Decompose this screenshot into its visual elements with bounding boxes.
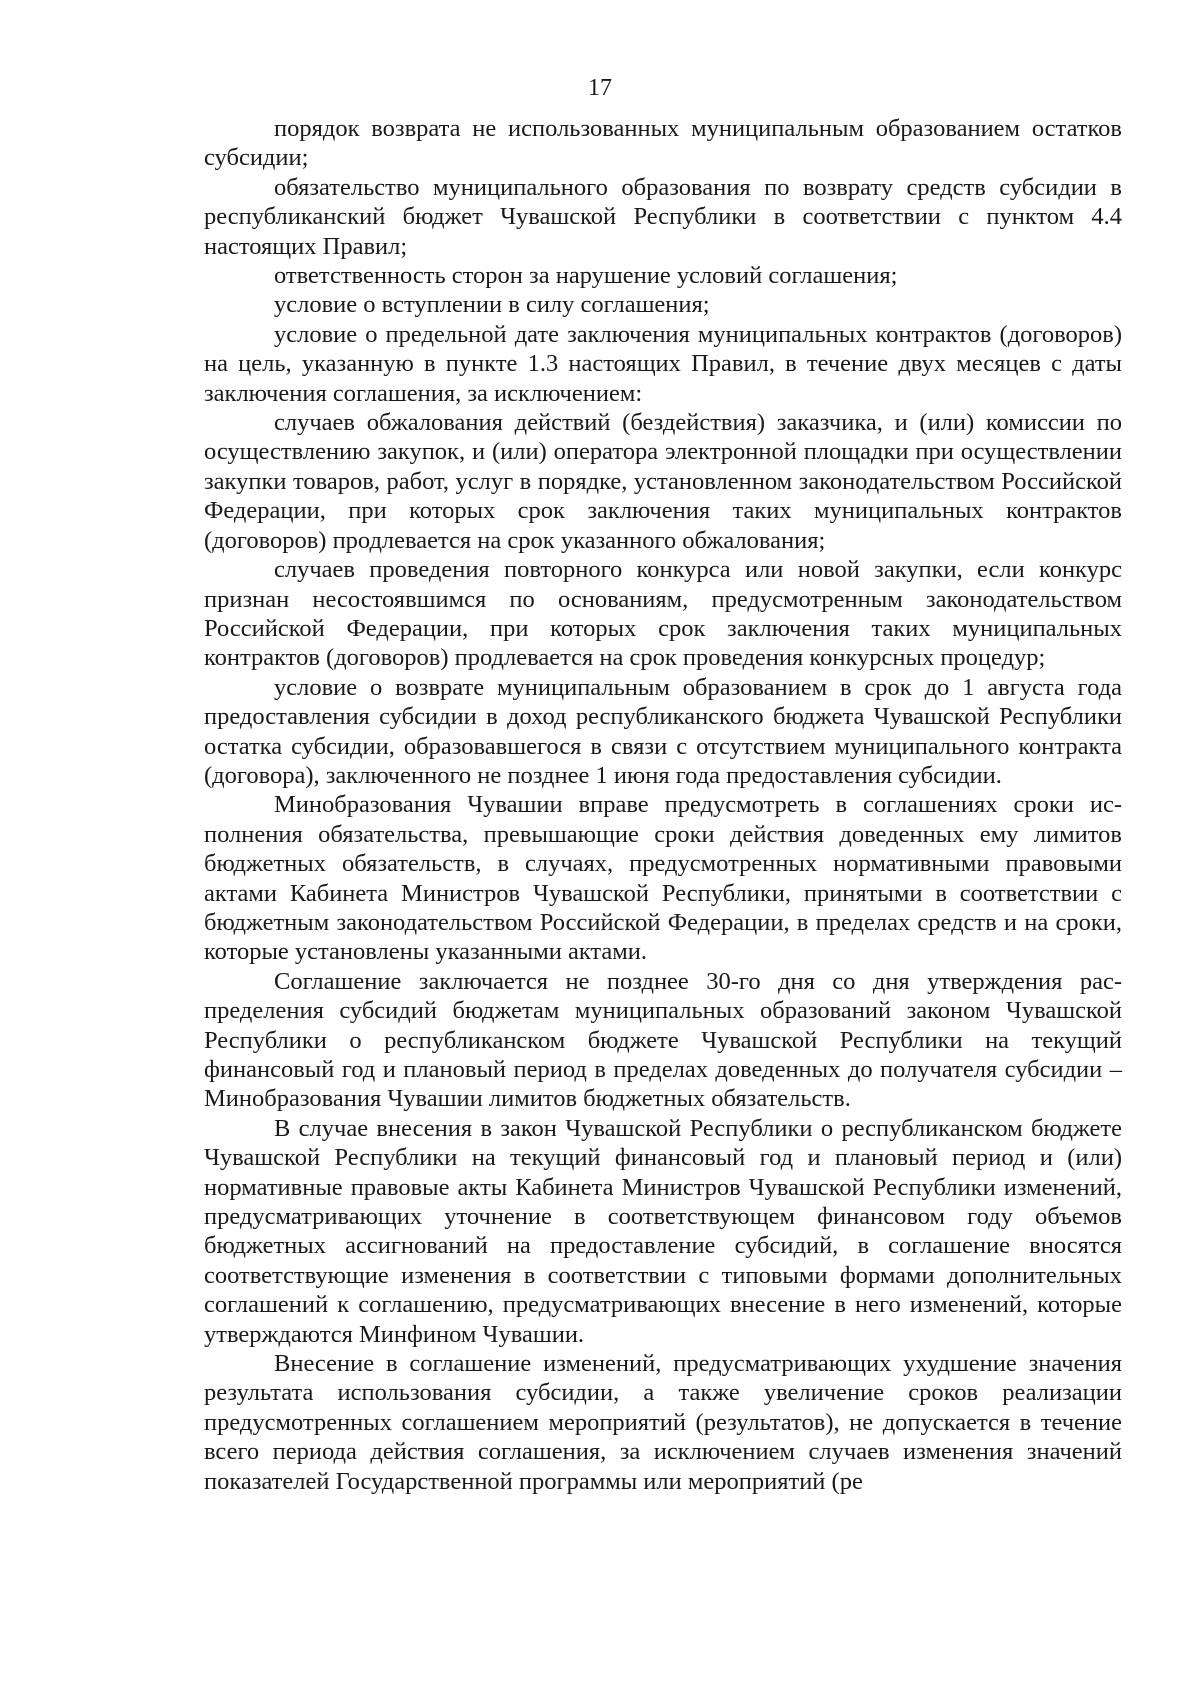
paragraph-7: случаев проведения повторного конкурса или новой закупки, если конкурс признан несостоявшимся по основаниям, предусмотренным законодательством Российской Федерации, при которых срок заключения таких муниципальных контрактов (договоров) продлевается на срок проведения конкурсных процедур; xyxy=(204,556,1122,672)
paragraph-3: ответственность сторон за нарушение условий соглашения; xyxy=(274,262,898,290)
paragraph-9: Минобразования Чувашии вправе предусмотреть в соглашениях сроки исполнения обязательства, превышающие сроки действия доведенных ему лимитов бюджетных обязательств, в случаях, предусмотренных нормативными правовыми актами Кабинета Министров Чувашской Республики, принятыми в соответствии с бюджетным законодательством Российской Федерации, в пределах средств и на сроки, которые установлены указанными актами. xyxy=(204,791,1122,966)
paragraph-6: случаев обжалования действий (бездействия) заказчика, и (или) комиссии по осуществлению закупок, и (или) оператора электронной площадки при осуществлении закупки товаров, работ, услуг в порядке, установленном законодательством Российской Федерации, при которых срок заключения таких муниципальных контрактов (договоров) продлевается на срок указанного обжалования; xyxy=(204,409,1122,554)
paragraph-10: Соглашение заключается не позднее 30-го дня со дня утверждения распределения субсидий бюджетам муниципальных образований законом Чувашской Республики о республиканском бюджете Чувашской Республики на текущий финансовый год и плановый период в пределах доведенных до получателя субсидии – Минобразования Чувашии лимитов бюджетных обязательств. xyxy=(204,967,1122,1113)
document-body xyxy=(204,114,1122,1496)
paragraph-12: Внесение в соглашение изменений, предусматривающих ухудшение значения результата использования субсидии, а также увеличение сроков реализации предусмотренных соглашением мероприятий (результатов), не допускается в течение всего периода действия соглашения, за исключением случаев изменения значений показателей Государственной программы или мероприятий (ре xyxy=(204,1350,1122,1495)
paragraph-8: условие о возврате муниципальным образованием в срок до 1 августа года предоставления субсидии в доход республиканского бюджета Чувашской Республики остатка субсидии, образовавшегося в связи с отсутствием муниципального контракта (договора), заключенного не позднее 1 июня года предоставления субсидии. xyxy=(204,673,1122,789)
paragraph-4: условие о вступлении в силу соглашения; xyxy=(274,291,710,319)
paragraph-5: условие о предельной дате заключения муниципальных контрактов (договоров) на цель, указанную в пункте 1.3 настоящих Правил, в течение двух месяцев с даты заключения соглашения, за исключением: xyxy=(204,320,1122,407)
page-number: 17 xyxy=(588,75,612,101)
paragraph-2: обязательство муниципального образования по возврату средств субсидии в республиканский бюджет Чувашской Республики в соответствии с пунктом 4.4 настоящих Правил; xyxy=(204,173,1122,260)
paragraph-11: В случае внесения в закон Чувашской Республики о республиканском бюджете Чувашской Республики на текущий финансовый год и плановый период и (или) нормативные правовые акты Кабинета Министров Чувашской Республики изменений, предусматривающих уточнение в соответствующем финансовом году объемов бюджетных ассигнований на предоставление субсидий, в соглашение вносятся соответствующие изменения в соответствии с типовыми формами дополнительных соглашений к соглашению, предусматривающих внесение в него изменений, которые утверждаются Минфином Чувашии. xyxy=(204,1114,1122,1348)
paragraph-1: порядок возврата не использованных муниципальным образованием остатков субсидии; xyxy=(204,115,1122,172)
